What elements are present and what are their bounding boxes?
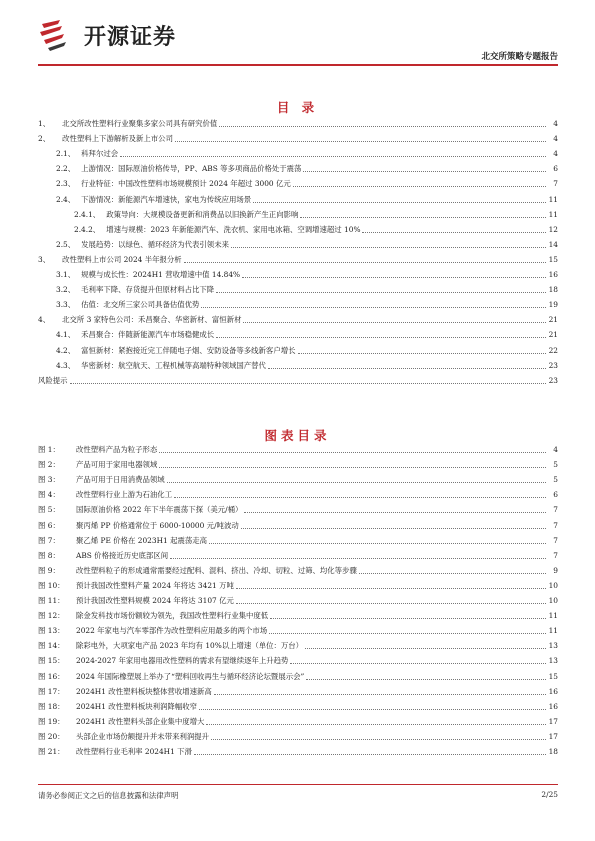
toc-entry-number: 2.5、 xyxy=(56,239,76,249)
toc-entry-title: 风险提示 xyxy=(38,375,68,385)
figure-entry[interactable] xyxy=(38,591,558,606)
figure-entry[interactable] xyxy=(38,712,558,727)
figure-leader-dots xyxy=(236,603,546,604)
toc-entry-page: 7 xyxy=(553,179,558,189)
figure-entry[interactable] xyxy=(38,440,558,455)
toc-entry-number: 2.4、 xyxy=(56,194,76,204)
figure-entry-page: 9 xyxy=(553,565,558,575)
toc-entry[interactable] xyxy=(38,265,558,280)
figure-entry[interactable] xyxy=(38,697,558,712)
figure-entry-page: 6 xyxy=(553,490,558,500)
toc-entry-page: 18 xyxy=(548,285,558,295)
toc-entry[interactable] xyxy=(38,280,558,295)
toc-entry-title: 上游情况：国际原油价格传导，PP、ABS 等多项商品价格处于震荡 xyxy=(81,164,302,174)
figure-entry-page: 10 xyxy=(548,580,558,590)
figure-entry-title: 2024H1 改性塑料板块整体营收增速新高 xyxy=(76,686,212,696)
figure-entry-title: 2024H1 改性塑料板块利润降幅收窄 xyxy=(76,701,197,711)
figure-entry-number: 图 7： xyxy=(38,535,60,545)
toc-entry[interactable] xyxy=(38,144,558,159)
figure-entry-page: 7 xyxy=(553,505,558,515)
figure-leader-dots xyxy=(214,694,546,695)
figure-leader-dots xyxy=(159,452,546,453)
figure-entry-number: 图 9： xyxy=(38,565,60,575)
toc-entry-number: 1、 xyxy=(38,119,51,129)
figure-entry-title: 产品可用于家用电器领域 xyxy=(76,460,158,470)
toc-entry-page: 19 xyxy=(548,300,558,310)
page-header xyxy=(38,14,558,64)
figure-leader-dots xyxy=(174,497,546,498)
report-type-label: 北交所策略专题报告 xyxy=(481,52,558,62)
figure-leader-dots xyxy=(359,573,546,574)
toc-leader-dots xyxy=(293,186,546,187)
figure-entry-page: 16 xyxy=(548,686,558,696)
toc-entry[interactable] xyxy=(38,205,558,220)
footer-disclaimer: 请务必参阅正文之后的信息披露和法律声明 xyxy=(38,791,179,800)
figure-leader-dots xyxy=(199,709,546,710)
figures-list xyxy=(38,440,558,757)
toc-title: 目 录 xyxy=(276,100,319,115)
toc-entry-page: 21 xyxy=(548,330,558,340)
toc-leader-dots xyxy=(362,232,546,233)
toc-entry-page: 12 xyxy=(548,224,558,234)
footer-page-number: 2/25 xyxy=(541,790,558,799)
figure-entry[interactable] xyxy=(38,470,558,485)
figure-leader-dots xyxy=(269,633,546,634)
toc-entry[interactable] xyxy=(38,174,558,189)
figure-entry[interactable] xyxy=(38,561,558,576)
figure-entry-title: 除金发科技市场份额较为领先，我国改性塑料行业集中度低 xyxy=(76,611,269,621)
figure-entry-number: 图 18： xyxy=(38,701,65,711)
figure-entry[interactable] xyxy=(38,515,558,530)
figure-entry-number: 图 19： xyxy=(38,716,65,726)
toc-entry-title: 行业特征：中国改性塑料市场规模预计 2024 年超过 3000 亿元 xyxy=(81,179,291,189)
toc-leader-dots xyxy=(303,171,546,172)
toc-entry-number: 3.1、 xyxy=(56,270,76,280)
figure-entry-title: 2022 年家电与汽车零部件为改性塑料应用最多的两个市场 xyxy=(76,626,268,636)
toc-leader-dots xyxy=(201,307,546,308)
logo-text: 开源证券 xyxy=(84,24,177,50)
figure-entry-title: 改性塑料行业毛利率 2024H1 下滑 xyxy=(76,746,192,756)
figure-entry[interactable] xyxy=(38,606,558,621)
toc-entry-page: 4 xyxy=(553,149,558,159)
toc-leader-dots xyxy=(231,247,546,248)
figure-entry[interactable] xyxy=(38,546,558,561)
figure-entry-number: 图 6： xyxy=(38,520,60,530)
toc-entry-title: 增速与规模：2023 年新能源汽车、洗衣机、家用电冰箱、空调增速超过 10% xyxy=(106,224,361,234)
figure-entry[interactable] xyxy=(38,576,558,591)
toc-entry-title: 科拜尔过会 xyxy=(81,149,119,159)
figure-leader-dots xyxy=(270,618,546,619)
figure-entry-page: 13 xyxy=(548,641,558,651)
toc-entry[interactable] xyxy=(38,310,558,325)
figure-entry-page: 15 xyxy=(548,671,558,681)
toc-entry-number: 4.2、 xyxy=(56,345,76,355)
figure-entry[interactable] xyxy=(38,682,558,697)
toc-entry-page: 4 xyxy=(553,119,558,129)
toc-entry-number: 4.1、 xyxy=(56,330,76,340)
figure-entry[interactable] xyxy=(38,727,558,742)
toc-entry[interactable] xyxy=(38,340,558,355)
figure-entry-number: 图 14： xyxy=(38,641,65,651)
figure-entry-number: 图 3： xyxy=(38,475,60,485)
toc-entry-title: 华密新材：航空航天、工程机械等高端特种领域国产替代 xyxy=(81,360,266,370)
toc-entry-title: 改性塑料上下游解析及新上市公司 xyxy=(62,134,173,144)
figure-entry-number: 图 17： xyxy=(38,686,65,696)
figure-entry-title: 改性塑料行业上游为石油化工 xyxy=(76,490,173,500)
figure-entry-title: 2024H1 改性塑料头部企业集中度增大 xyxy=(76,716,205,726)
toc-entry-page: 14 xyxy=(548,239,558,249)
figure-entry-title: 国际原油价格 2022 年下半年震荡下探（美元/桶） xyxy=(76,505,243,515)
toc-entry-page: 15 xyxy=(548,254,558,264)
figure-entry[interactable] xyxy=(38,636,558,651)
toc-entry-title: 政策导向：大规模设备更新和消费品以旧换新产生正向影响 xyxy=(106,209,299,219)
figure-leader-dots xyxy=(159,467,546,468)
figure-entry-number: 图 1： xyxy=(38,445,60,455)
toc-entry-page: 23 xyxy=(548,375,558,385)
toc-entry-number: 4.3、 xyxy=(56,360,76,370)
figure-entry-number: 图 5： xyxy=(38,505,60,515)
figure-entry-title: 预计我国改性塑料规模 2024 年将达 3107 亿元 xyxy=(76,596,234,606)
toc-entry[interactable] xyxy=(38,325,558,340)
toc-entry-title: 富恒新材：紧抱接近完工伴随电子烟、安防设备等多线新客户增长 xyxy=(81,345,296,355)
figure-entry-title: 预计我国改性塑料产量 2024 年将达 3421 万吨 xyxy=(76,580,234,590)
logo-mark-icon xyxy=(38,18,78,52)
toc-entry[interactable] xyxy=(38,220,558,235)
figure-leader-dots xyxy=(244,512,546,513)
company-logo xyxy=(38,18,176,52)
figure-leader-dots xyxy=(194,754,546,755)
toc-entry-number: 3.3、 xyxy=(56,300,76,310)
toc-entry-page: 6 xyxy=(553,164,558,174)
figure-entry-title: 聚丙烯 PP 价格通常位于 6000-10000 元/吨波动 xyxy=(76,520,239,530)
figure-entry-title: 2024 年国际橡塑展上举办了“塑料回收再生与循环经济论坛暨展示会” xyxy=(76,671,305,681)
toc-leader-dots xyxy=(243,322,546,323)
toc-entry-number: 2、 xyxy=(38,134,51,144)
toc-entry-title: 规模与成长性：2024H1 营收增速中值 14.84% xyxy=(81,270,241,280)
figure-entry-number: 图 20： xyxy=(38,731,65,741)
figure-entry-title: 除彩电外，大项家电产品 2023 年均有 10%以上增速（单位：万台） xyxy=(76,641,304,651)
toc-leader-dots xyxy=(216,292,546,293)
toc-entry-page: 11 xyxy=(548,194,558,204)
figure-entry-page: 17 xyxy=(548,731,558,741)
toc-entry-number: 2.3、 xyxy=(56,179,76,189)
toc-entry[interactable] xyxy=(38,235,558,250)
toc-entry-title: 北交所改性塑料行业聚集多家公司具有研究价值 xyxy=(62,119,218,129)
figure-entry-page: 10 xyxy=(548,596,558,606)
figure-entry-title: 头部企业市场份额提升并未带来利润提升 xyxy=(76,731,210,741)
figure-entry-number: 图 15： xyxy=(38,656,65,666)
figure-entry[interactable] xyxy=(38,666,558,681)
figures-title: 图表目录 xyxy=(264,428,331,443)
toc-entry[interactable] xyxy=(38,189,558,204)
figure-entry[interactable] xyxy=(38,485,558,500)
footer-divider xyxy=(38,784,558,785)
toc-leader-dots xyxy=(175,141,546,142)
figure-entry-number: 图 10： xyxy=(38,580,65,590)
toc-entry[interactable] xyxy=(38,114,558,129)
toc-entry-page: 4 xyxy=(553,134,558,144)
figure-entry-title: 改性塑料粒子的形成通常需要经过配料、混料、挤出、冷却、切粒、过筛、均化等步骤 xyxy=(76,565,357,575)
figure-entry-page: 7 xyxy=(553,520,558,530)
toc-leader-dots xyxy=(253,202,546,203)
toc-entry-title: 毛利率下降、存货提升但原材料占比下降 xyxy=(81,285,215,295)
header-divider xyxy=(38,64,558,66)
figure-leader-dots xyxy=(305,648,546,649)
figure-entry-title: ABS 价格接近历史底部区间 xyxy=(76,550,169,560)
toc-entry-title: 改性塑料上市公司 2024 半年报分析 xyxy=(62,254,182,264)
toc-entry-number: 2.4.2、 xyxy=(74,224,101,234)
figure-leader-dots xyxy=(290,663,546,664)
toc-entry-page: 21 xyxy=(548,315,558,325)
figure-entry-title: 改性塑料产品为粒子形态 xyxy=(76,445,158,455)
figure-entry-page: 17 xyxy=(548,716,558,726)
figure-entry-number: 图 2： xyxy=(38,460,60,470)
toc-entry-number: 2.1、 xyxy=(56,149,76,159)
figure-leader-dots xyxy=(206,724,546,725)
toc-leader-dots xyxy=(300,217,546,218)
toc-entry[interactable] xyxy=(38,371,558,386)
toc-leader-dots xyxy=(184,262,546,263)
figure-entry[interactable] xyxy=(38,531,558,546)
toc-entry-page: 23 xyxy=(548,360,558,370)
toc-entry-title: 发展趋势：以绿色、循环经济为代表引领未来 xyxy=(81,239,229,249)
toc-entry[interactable] xyxy=(38,159,558,174)
figure-entry-number: 图 13： xyxy=(38,626,65,636)
figure-entry-number: 图 11： xyxy=(38,596,65,606)
toc-entry[interactable] xyxy=(38,356,558,371)
figure-leader-dots xyxy=(241,528,546,529)
toc-entry-title: 禾昌聚合：伴随新能源汽车市场稳健成长 xyxy=(81,330,215,340)
toc-entry-title: 下游情况：新能源汽车增速快，家电为传统应用场景 xyxy=(81,194,252,204)
toc-entry-page: 16 xyxy=(548,270,558,280)
figure-entry-number: 图 12： xyxy=(38,611,65,621)
figure-entry-page: 11 xyxy=(548,611,558,621)
figure-leader-dots xyxy=(211,739,546,740)
toc-entry-number: 3.2、 xyxy=(56,285,76,295)
figure-entry-number: 图 4： xyxy=(38,490,60,500)
figure-entry[interactable] xyxy=(38,455,558,470)
toc-leader-dots xyxy=(120,156,546,157)
figure-leader-dots xyxy=(306,679,546,680)
toc-entry-page: 11 xyxy=(548,209,558,219)
figure-leader-dots xyxy=(236,588,546,589)
figure-entry[interactable] xyxy=(38,651,558,666)
figure-entry[interactable] xyxy=(38,500,558,515)
toc-entry[interactable] xyxy=(38,295,558,310)
figure-entry-number: 图 21： xyxy=(38,746,65,756)
toc-leader-dots xyxy=(298,353,547,354)
toc-leader-dots xyxy=(219,126,546,127)
toc-list xyxy=(38,114,558,386)
figure-entry[interactable] xyxy=(38,621,558,636)
figure-entry-page: 4 xyxy=(553,445,558,455)
figure-entry-page: 11 xyxy=(548,626,558,636)
toc-entry-number: 4、 xyxy=(38,315,51,325)
figure-entry-page: 5 xyxy=(553,475,558,485)
toc-entry-title: 估值：北交所三家公司具备估值优势 xyxy=(81,300,200,310)
figure-entry-page: 7 xyxy=(553,535,558,545)
figure-leader-dots xyxy=(170,558,546,559)
figure-entry-page: 18 xyxy=(548,746,558,756)
toc-entry-number: 3、 xyxy=(38,254,51,264)
figure-entry-number: 图 8： xyxy=(38,550,60,560)
toc-entry-title: 北交所 3 家特色公司：禾昌聚合、华密新材、富恒新材 xyxy=(62,315,242,325)
figure-entry-title: 2024-2027 年家用电器用改性塑料的需求有望继续逐年上升趋势 xyxy=(76,656,289,666)
figure-entry-page: 7 xyxy=(553,550,558,560)
figure-entry-number: 图 16： xyxy=(38,671,65,681)
toc-entry-page: 22 xyxy=(548,345,558,355)
toc-leader-dots xyxy=(242,277,546,278)
toc-entry[interactable] xyxy=(38,250,558,265)
toc-leader-dots xyxy=(268,368,546,369)
figure-entry-page: 5 xyxy=(553,460,558,470)
toc-leader-dots xyxy=(216,337,546,338)
figure-entry-page: 13 xyxy=(548,656,558,666)
figure-entry-title: 产品可用于日用消费品领域 xyxy=(76,475,165,485)
figure-entry-page: 16 xyxy=(548,701,558,711)
toc-entry-number: 2.4.1、 xyxy=(74,209,101,219)
toc-entry[interactable] xyxy=(38,129,558,144)
toc-entry-number: 2.2、 xyxy=(56,164,76,174)
figure-entry[interactable] xyxy=(38,742,558,757)
toc-leader-dots xyxy=(70,383,546,384)
figure-entry-title: 聚乙烯 PE 价格在 2023H1 起震荡走高 xyxy=(76,535,208,545)
figure-leader-dots xyxy=(209,543,546,544)
figure-leader-dots xyxy=(167,482,546,483)
